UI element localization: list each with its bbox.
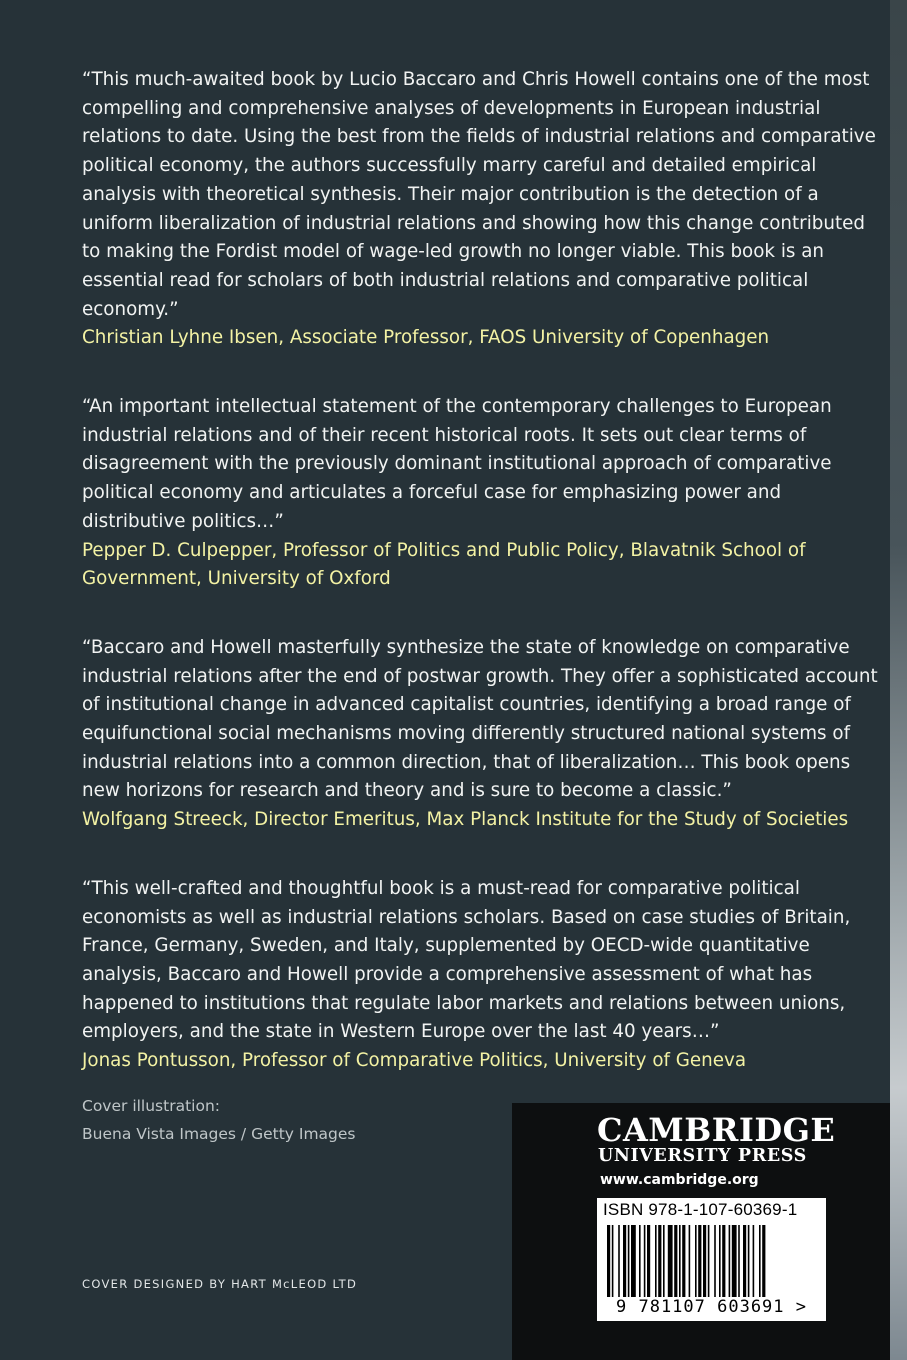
cover-edge-image <box>890 0 907 1360</box>
endorsement-4 <box>82 875 882 1076</box>
isbn-text: ISBN 978-1-107-60369-1 <box>603 1200 798 1219</box>
barcode-bar <box>628 1225 630 1297</box>
barcode-bar <box>631 1225 636 1297</box>
endorsement-quote: “This much-awaited book by Lucio Baccaro and Chris Howell contains one of the most compelling and comprehensive analyses of developments in European industrial relations to date. Using the best from the fields of industrial relations and comparative political economy, the authors successfully marry careful and detailed empirical analysis with theoretical synthesis. Their major contribution is the detection of a uniform liberalization of industrial relations and showing how this change contributed to making the Fordist model of wage-led growth no longer viable. This book is an essential read for scholars of both industrial relations and comparative political economy.” <box>82 69 876 320</box>
barcode-bar <box>738 1225 740 1297</box>
barcode-bar <box>607 1225 610 1297</box>
endorsements <box>82 66 882 1116</box>
barcode-bar <box>729 1225 731 1297</box>
barcode-bar <box>682 1225 685 1297</box>
endorsement-attribution: Christian Lyhne Ibsen, Associate Professor, FAOS University of Copenhagen <box>82 327 770 349</box>
endorsement-attribution: Wolfgang Streeck, Director Emeritus, Max Planck Institute for the Study of Societies <box>82 809 849 831</box>
publisher-url: www.cambridge.org <box>600 1172 759 1188</box>
barcode-bar <box>714 1225 716 1297</box>
barcode-label <box>597 1198 826 1321</box>
barcode-bar <box>743 1225 746 1297</box>
publisher-logo-sub: UNIVERSITY PRESS <box>598 1146 807 1166</box>
barcode-bar <box>703 1225 706 1297</box>
barcode-bar <box>639 1225 641 1297</box>
barcode-bar <box>663 1225 665 1297</box>
barcode-bar <box>719 1225 721 1297</box>
barcode-bar <box>759 1225 761 1297</box>
barcode-bar <box>647 1225 650 1297</box>
endorsement-attribution: Jonas Pontusson, Professor of Comparative Politics, University of Geneva <box>82 1050 747 1072</box>
publisher-logo-name: CAMBRIDGE <box>597 1111 836 1149</box>
barcode-bar <box>753 1225 755 1297</box>
barcode-bar <box>689 1225 691 1297</box>
barcode-digits: 9 781107 603691 > <box>616 1297 807 1317</box>
barcode-bar <box>623 1225 626 1297</box>
barcode-bar <box>644 1225 646 1297</box>
endorsement-3 <box>82 634 882 835</box>
barcode-bar <box>732 1225 737 1297</box>
endorsement-attribution: Pepper D. Culpepper, Professor of Politics and Public Policy, Blavatnik School of Government, University of Oxford <box>82 539 806 590</box>
barcode-bar <box>698 1225 701 1297</box>
barcode-bar <box>668 1225 673 1297</box>
endorsement-1 <box>82 66 882 353</box>
endorsement-quote: “An important intellectual statement of the contemporary challenges to European industrial relations and of their recent historical roots. It sets out clear terms of disagreement with the previously dominant institutional approach of comparative political economy and articulates a forceful case for emphasizing power and distributive politics…” <box>82 396 832 532</box>
barcode-image <box>607 1225 816 1297</box>
barcode-bar <box>708 1225 710 1297</box>
barcode-bar <box>612 1225 614 1297</box>
barcode-bar <box>762 1225 765 1297</box>
endorsement-quote: “Baccaro and Howell masterfully synthesize the state of knowledge on comparative industrial relations after the end of postwar growth. They offer a sophisticated account of institutional change in advanced capitalist countries, identifying a broad range of equifunctional social mechanisms moving differently structured national systems of industrial relations into a common direction, that of liberalization… This book opens new horizons for research and theory and is sure to become a classic.” <box>82 636 878 802</box>
endorsement-quote: “This well-crafted and thoughtful book is a must-read for comparative political economists as well as industrial relations scholars. Based on case studies of Britain, France, Germany, Sweden, and Italy, supplemented by OECD-wide quantitative analysis, Baccaro and Howell provide a comprehensive assessment of what has happened to institutions that regulate labor markets and relations between unions, employers, and the state in Western Europe over the last 40 years…” <box>82 877 851 1043</box>
barcode-bar <box>655 1225 657 1297</box>
barcode-bar <box>674 1225 677 1297</box>
barcode-bar <box>679 1225 681 1297</box>
cover-designer-credit: COVER DESIGNED BY HART McLEOD LTD <box>82 1277 358 1291</box>
barcode-bar <box>658 1225 661 1297</box>
barcode-bar <box>618 1225 620 1297</box>
publisher-panel <box>512 1103 890 1360</box>
credit-source: Buena Vista Images / Getty Images <box>82 1125 356 1143</box>
barcode-bar <box>722 1225 725 1297</box>
cover-illustration-credit <box>82 1092 356 1148</box>
credit-label: Cover illustration: <box>82 1097 220 1115</box>
endorsement-2 <box>82 393 882 594</box>
barcode-bar <box>748 1225 750 1297</box>
barcode-bar <box>695 1225 697 1297</box>
